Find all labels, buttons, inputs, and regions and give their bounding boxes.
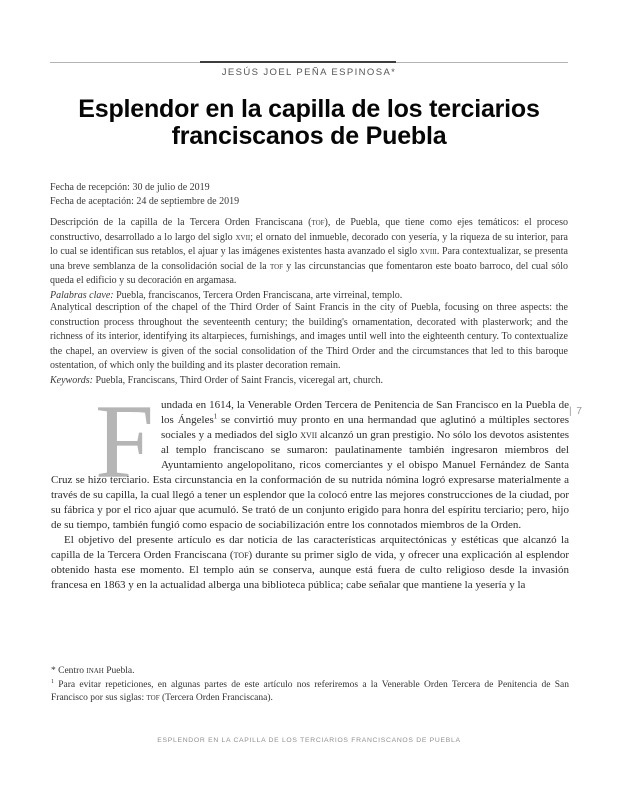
footnote-1: $^1$ Para evitar repeticiones, en algunas partes de este artículo nos referiremos a la Venerable Orden Tercera de Penitencia de San Francisco por sus siglas: tof (Tercera Orden Franciscana). [51,678,569,703]
submission-dates [50,181,568,209]
running-footer-title: ESPLENDOR EN LA CAPILLA DE LOS TERCIARIOS FRANCISCANOS DE PUEBLA [157,737,461,744]
abstract-english-body: Analytical description of the chapel of the Third Order of Saint Francis in the city of Puebla, focusing on three aspects: the construction process throughout the seventeenth century; the building's ornamentation, decorated with plasterwork; and the richness of its interior, identifying its altarpieces, furnishings, and images until well into the eighteenth century. To contextualize the chapel, an overview is given of the social consolidation of the Third Order and the circumstances that led to this baroque ostentation, of which only the building and its plaster decoration remain. [50,302,568,372]
article-title-line-1: Esplendor en la capilla de los terciarios [78,95,540,123]
author-name: JESÚS JOEL PEÑA ESPINOSA* [221,67,397,78]
abstract-spanish-keywords: Palabras clave: Puebla, franciscanos, Tercera Orden Franciscana, arte virreinal, templo. [50,289,403,301]
date-accepted: Fecha de aceptación: 24 de septiembre de 2019 [50,196,240,207]
date-received: Fecha de recepción: 30 de julio de 2019 [50,182,210,193]
abstract-spanish-body: Descripción de la capilla de la Tercera Orden Franciscana (tof), de Puebla, que tiene como ejes temáticos: el proceso constructivo, desarrollado a lo largo del siglo xvii; el ornato del inmueble, decorado con yesería, y la riqueza de su interior, para lo cual se identifican sus retablos, el ajuar y las imágenes existentes hasta avanzado el siglo xviii. Para contextualizar, se presenta una breve semblanza de la consolidación social de la tof y las circunstancias que fomentaron este boato barroco, del cual sólo queda el edificio y su decoración en argamasa. [50,217,568,287]
page-number: | 7 [569,406,583,417]
header-rule [50,62,568,63]
article-title [20,96,598,150]
abstract-english [50,301,568,389]
paragraph-2-text: El objetivo del presente artículo es dar noticia de las características arquitectónicas y estéticas que alcanzó la capilla de la Tercera Orden Franciscana (tof) durante su primer siglo de vida, y ofrecer una explicación al esplendor obtenido hasta ese momento. El templo aún se conserva, aunque está fuera de culto religioso desde la invasión francesa en 1863 y en la actualidad alberga una biblioteca pública; cabe señalar que mantiene la yesería y la [51,534,569,591]
footnotes [51,665,569,706]
abstract-english-keywords: Keywords: Puebla, Franciscans, Third Order of Saint Francis, viceregal art, church. [50,374,383,386]
footnote-affiliation: * Centro inah Puebla. [51,666,135,676]
paragraph-1-text: undada en 1614, la Venerable Orden Tercera de Penitencia de San Francisco en la Puebla de los Ángeles$^1$ se convirtió muy pronto en una hermandad que aglutinó a múltiples sectores sociales y a mediados del siglo xvii alcanzó un gran prestigio. No sólo los devotos asistentes al templo franciscano se sumaron: paulatinamente también ingresaron miembros del Ayuntamiento angelopolitano, ricos comerciantes y el obispo Manuel Fernández de Santa Cruz se hizo terciario. Esta circunstancia en la conformación de su nutrida nómina logró expresarse materialmente a través de su capilla, la cual llegó a tener un esplendor que la colocó entre las mejores construcciones de la ciudad, por su fábrica y por el rico ajuar que acumuló. Se trató de un conjunto erigido para honra del espíritu terciario; pero, hijo de su tiempo, también fungió como espacio de sociabilización entre los connotados miembros de la Orden. [51,399,569,531]
body-text [51,383,569,593]
paragraph-1 [51,383,569,533]
article-title-line-2: franciscanos de Puebla [171,122,447,150]
drop-cap: F [95,383,154,500]
paragraph-2 [51,533,569,593]
header-rule-accent [200,61,396,63]
abstract-spanish [50,216,568,304]
